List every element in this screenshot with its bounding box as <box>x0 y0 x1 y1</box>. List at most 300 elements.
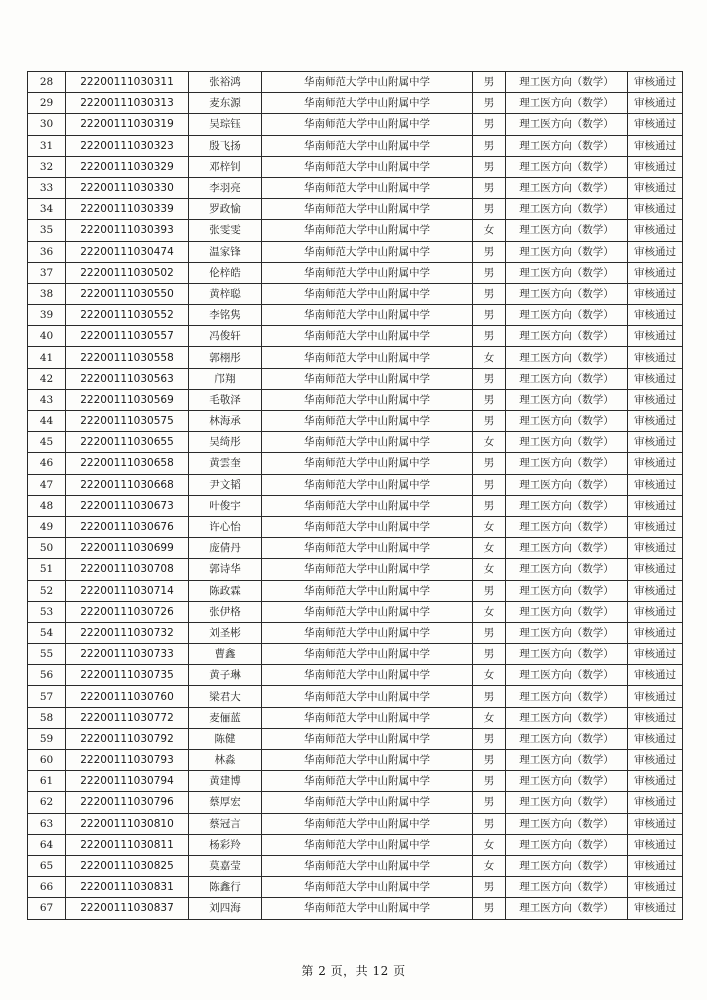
candidate-id-cell: 22200111030668 <box>66 474 189 495</box>
table-row <box>28 898 683 919</box>
row-number-cell: 66 <box>28 877 66 898</box>
table-row <box>28 728 683 749</box>
row-number-cell: 59 <box>28 728 66 749</box>
review-status-cell: 审核通过 <box>628 305 683 326</box>
school-name-cell: 华南师范大学中山附属中学 <box>262 326 473 347</box>
row-number-cell: 43 <box>28 389 66 410</box>
gender-cell: 女 <box>473 538 506 559</box>
student-name-cell: 冯俊轩 <box>189 326 262 347</box>
row-number-cell: 65 <box>28 855 66 876</box>
review-status-cell: 审核通过 <box>628 199 683 220</box>
candidate-id-cell: 22200111030676 <box>66 516 189 537</box>
candidate-id-cell: 22200111030796 <box>66 792 189 813</box>
table-row <box>28 622 683 643</box>
school-name-cell: 华南师范大学中山附属中学 <box>262 559 473 580</box>
student-name-cell: 黄梓聪 <box>189 283 262 304</box>
candidate-id-cell: 22200111030699 <box>66 538 189 559</box>
school-name-cell: 华南师范大学中山附属中学 <box>262 750 473 771</box>
gender-cell: 女 <box>473 855 506 876</box>
school-name-cell: 华南师范大学中山附属中学 <box>262 834 473 855</box>
row-number-cell: 45 <box>28 432 66 453</box>
review-status-cell: 审核通过 <box>628 283 683 304</box>
direction-cell: 理工医方向（数学） <box>506 156 628 177</box>
review-status-cell: 审核通过 <box>628 538 683 559</box>
table-row <box>28 580 683 601</box>
direction-cell: 理工医方向（数学） <box>506 898 628 919</box>
direction-cell: 理工医方向（数学） <box>506 855 628 876</box>
gender-cell: 男 <box>473 93 506 114</box>
student-name-cell: 张伊格 <box>189 601 262 622</box>
row-number-cell: 51 <box>28 559 66 580</box>
school-name-cell: 华南师范大学中山附属中学 <box>262 220 473 241</box>
review-status-cell: 审核通过 <box>628 368 683 389</box>
direction-cell: 理工医方向（数学） <box>506 474 628 495</box>
gender-cell: 男 <box>473 728 506 749</box>
row-number-cell: 41 <box>28 347 66 368</box>
table-row <box>28 834 683 855</box>
review-status-cell: 审核通过 <box>628 156 683 177</box>
school-name-cell: 华南师范大学中山附属中学 <box>262 368 473 389</box>
school-name-cell: 华南师范大学中山附属中学 <box>262 877 473 898</box>
table-row <box>28 177 683 198</box>
gender-cell: 男 <box>473 898 506 919</box>
school-name-cell: 华南师范大学中山附属中学 <box>262 644 473 665</box>
direction-cell: 理工医方向（数学） <box>506 135 628 156</box>
table-row <box>28 453 683 474</box>
candidate-id-cell: 22200111030393 <box>66 220 189 241</box>
candidate-id-cell: 22200111030658 <box>66 453 189 474</box>
student-name-cell: 刘四海 <box>189 898 262 919</box>
gender-cell: 男 <box>473 792 506 813</box>
row-number-cell: 55 <box>28 644 66 665</box>
review-status-cell: 审核通过 <box>628 622 683 643</box>
row-number-cell: 52 <box>28 580 66 601</box>
school-name-cell: 华南师范大学中山附属中学 <box>262 813 473 834</box>
school-name-cell: 华南师范大学中山附属中学 <box>262 728 473 749</box>
direction-cell: 理工医方向（数学） <box>506 538 628 559</box>
table-row <box>28 792 683 813</box>
review-status-cell: 审核通过 <box>628 72 683 93</box>
direction-cell: 理工医方向（数学） <box>506 432 628 453</box>
candidate-id-cell: 22200111030831 <box>66 877 189 898</box>
gender-cell: 女 <box>473 665 506 686</box>
row-number-cell: 64 <box>28 834 66 855</box>
direction-cell: 理工医方向（数学） <box>506 283 628 304</box>
direction-cell: 理工医方向（数学） <box>506 93 628 114</box>
review-status-cell: 审核通过 <box>628 771 683 792</box>
row-number-cell: 58 <box>28 707 66 728</box>
row-number-cell: 48 <box>28 495 66 516</box>
candidate-id-cell: 22200111030792 <box>66 728 189 749</box>
row-number-cell: 30 <box>28 114 66 135</box>
row-number-cell: 57 <box>28 686 66 707</box>
gender-cell: 男 <box>473 241 506 262</box>
gender-cell: 女 <box>473 347 506 368</box>
student-name-cell: 郭栩彤 <box>189 347 262 368</box>
gender-cell: 男 <box>473 474 506 495</box>
row-number-cell: 32 <box>28 156 66 177</box>
table-row <box>28 601 683 622</box>
student-name-cell: 林淼 <box>189 750 262 771</box>
review-status-cell: 审核通过 <box>628 474 683 495</box>
gender-cell: 男 <box>473 622 506 643</box>
review-status-cell: 审核通过 <box>628 707 683 728</box>
student-name-cell: 伦梓皓 <box>189 262 262 283</box>
candidate-id-cell: 22200111030474 <box>66 241 189 262</box>
table-row <box>28 262 683 283</box>
review-status-cell: 审核通过 <box>628 898 683 919</box>
table-row <box>28 135 683 156</box>
row-number-cell: 60 <box>28 750 66 771</box>
row-number-cell: 35 <box>28 220 66 241</box>
school-name-cell: 华南师范大学中山附属中学 <box>262 538 473 559</box>
direction-cell: 理工医方向（数学） <box>506 241 628 262</box>
student-name-cell: 庞倩丹 <box>189 538 262 559</box>
table-row <box>28 771 683 792</box>
table-row <box>28 283 683 304</box>
candidate-id-cell: 22200111030733 <box>66 644 189 665</box>
direction-cell: 理工医方向（数学） <box>506 580 628 601</box>
row-number-cell: 67 <box>28 898 66 919</box>
direction-cell: 理工医方向（数学） <box>506 877 628 898</box>
candidate-id-cell: 22200111030810 <box>66 813 189 834</box>
school-name-cell: 华南师范大学中山附属中学 <box>262 453 473 474</box>
student-name-cell: 蔡厚宏 <box>189 792 262 813</box>
school-name-cell: 华南师范大学中山附属中学 <box>262 114 473 135</box>
direction-cell: 理工医方向（数学） <box>506 834 628 855</box>
row-number-cell: 33 <box>28 177 66 198</box>
candidate-id-cell: 22200111030760 <box>66 686 189 707</box>
row-number-cell: 40 <box>28 326 66 347</box>
table-row <box>28 559 683 580</box>
review-status-cell: 审核通过 <box>628 241 683 262</box>
school-name-cell: 华南师范大学中山附属中学 <box>262 305 473 326</box>
row-number-cell: 44 <box>28 411 66 432</box>
school-name-cell: 华南师范大学中山附属中学 <box>262 241 473 262</box>
school-name-cell: 华南师范大学中山附属中学 <box>262 516 473 537</box>
candidate-id-cell: 22200111030569 <box>66 389 189 410</box>
student-name-cell: 杨彩羚 <box>189 834 262 855</box>
candidate-id-cell: 22200111030793 <box>66 750 189 771</box>
student-name-cell: 陈健 <box>189 728 262 749</box>
student-name-cell: 李羽亮 <box>189 177 262 198</box>
direction-cell: 理工医方向（数学） <box>506 220 628 241</box>
row-number-cell: 46 <box>28 453 66 474</box>
review-status-cell: 审核通过 <box>628 114 683 135</box>
student-name-cell: 邓梓钊 <box>189 156 262 177</box>
school-name-cell: 华南师范大学中山附属中学 <box>262 622 473 643</box>
candidate-id-cell: 22200111030339 <box>66 199 189 220</box>
direction-cell: 理工医方向（数学） <box>506 262 628 283</box>
gender-cell: 女 <box>473 707 506 728</box>
review-status-cell: 审核通过 <box>628 686 683 707</box>
school-name-cell: 华南师范大学中山附属中学 <box>262 262 473 283</box>
table-row <box>28 877 683 898</box>
row-number-cell: 53 <box>28 601 66 622</box>
student-name-cell: 麦俪蓝 <box>189 707 262 728</box>
student-name-cell: 陈鑫行 <box>189 877 262 898</box>
direction-cell: 理工医方向（数学） <box>506 707 628 728</box>
review-status-cell: 审核通过 <box>628 262 683 283</box>
candidate-id-cell: 22200111030313 <box>66 93 189 114</box>
review-status-cell: 审核通过 <box>628 559 683 580</box>
student-roster-table <box>27 71 683 920</box>
row-number-cell: 31 <box>28 135 66 156</box>
row-number-cell: 61 <box>28 771 66 792</box>
school-name-cell: 华南师范大学中山附属中学 <box>262 665 473 686</box>
table-row <box>28 855 683 876</box>
student-name-cell: 李铭隽 <box>189 305 262 326</box>
review-status-cell: 审核通过 <box>628 135 683 156</box>
student-name-cell: 梁君大 <box>189 686 262 707</box>
student-name-cell: 蔡冠言 <box>189 813 262 834</box>
gender-cell: 男 <box>473 771 506 792</box>
candidate-id-cell: 22200111030655 <box>66 432 189 453</box>
gender-cell: 男 <box>473 686 506 707</box>
table-row <box>28 347 683 368</box>
candidate-id-cell: 22200111030673 <box>66 495 189 516</box>
table-row <box>28 220 683 241</box>
table-row <box>28 241 683 262</box>
row-number-cell: 36 <box>28 241 66 262</box>
page-footer: 第 2 页，共 12 页 <box>301 964 406 978</box>
direction-cell: 理工医方向（数学） <box>506 347 628 368</box>
direction-cell: 理工医方向（数学） <box>506 411 628 432</box>
table-row <box>28 686 683 707</box>
table-row <box>28 93 683 114</box>
table-row <box>28 644 683 665</box>
direction-cell: 理工医方向（数学） <box>506 792 628 813</box>
direction-cell: 理工医方向（数学） <box>506 177 628 198</box>
candidate-id-cell: 22200111030311 <box>66 72 189 93</box>
table-row <box>28 516 683 537</box>
row-number-cell: 37 <box>28 262 66 283</box>
candidate-id-cell: 22200111030557 <box>66 326 189 347</box>
table-row <box>28 199 683 220</box>
student-name-cell: 黄雲奎 <box>189 453 262 474</box>
review-status-cell: 审核通过 <box>628 792 683 813</box>
gender-cell: 男 <box>473 326 506 347</box>
review-status-cell: 审核通过 <box>628 347 683 368</box>
gender-cell: 男 <box>473 177 506 198</box>
candidate-id-cell: 22200111030726 <box>66 601 189 622</box>
candidate-id-cell: 22200111030825 <box>66 855 189 876</box>
candidate-id-cell: 22200111030837 <box>66 898 189 919</box>
row-number-cell: 49 <box>28 516 66 537</box>
row-number-cell: 54 <box>28 622 66 643</box>
candidate-id-cell: 22200111030558 <box>66 347 189 368</box>
student-name-cell: 罗政愉 <box>189 199 262 220</box>
gender-cell: 男 <box>473 368 506 389</box>
candidate-id-cell: 22200111030563 <box>66 368 189 389</box>
direction-cell: 理工医方向（数学） <box>506 644 628 665</box>
school-name-cell: 华南师范大学中山附属中学 <box>262 199 473 220</box>
school-name-cell: 华南师范大学中山附属中学 <box>262 283 473 304</box>
candidate-id-cell: 22200111030552 <box>66 305 189 326</box>
direction-cell: 理工医方向（数学） <box>506 686 628 707</box>
student-name-cell: 叶俊宇 <box>189 495 262 516</box>
table-row <box>28 389 683 410</box>
table-row <box>28 707 683 728</box>
school-name-cell: 华南师范大学中山附属中学 <box>262 855 473 876</box>
direction-cell: 理工医方向（数学） <box>506 495 628 516</box>
student-name-cell: 郭诗华 <box>189 559 262 580</box>
gender-cell: 男 <box>473 72 506 93</box>
table-row <box>28 326 683 347</box>
direction-cell: 理工医方向（数学） <box>506 199 628 220</box>
gender-cell: 男 <box>473 305 506 326</box>
table-row <box>28 665 683 686</box>
review-status-cell: 审核通过 <box>628 750 683 771</box>
row-number-cell: 29 <box>28 93 66 114</box>
school-name-cell: 华南师范大学中山附属中学 <box>262 177 473 198</box>
student-name-cell: 莫嘉莹 <box>189 855 262 876</box>
row-number-cell: 39 <box>28 305 66 326</box>
direction-cell: 理工医方向（数学） <box>506 453 628 474</box>
review-status-cell: 审核通过 <box>628 580 683 601</box>
school-name-cell: 华南师范大学中山附属中学 <box>262 474 473 495</box>
school-name-cell: 华南师范大学中山附属中学 <box>262 135 473 156</box>
school-name-cell: 华南师范大学中山附属中学 <box>262 898 473 919</box>
review-status-cell: 审核通过 <box>628 834 683 855</box>
student-name-cell: 邝翔 <box>189 368 262 389</box>
school-name-cell: 华南师范大学中山附属中学 <box>262 347 473 368</box>
school-name-cell: 华南师范大学中山附属中学 <box>262 686 473 707</box>
row-number-cell: 47 <box>28 474 66 495</box>
candidate-id-cell: 22200111030329 <box>66 156 189 177</box>
school-name-cell: 华南师范大学中山附属中学 <box>262 93 473 114</box>
table-row <box>28 411 683 432</box>
direction-cell: 理工医方向（数学） <box>506 516 628 537</box>
row-number-cell: 62 <box>28 792 66 813</box>
table-row <box>28 114 683 135</box>
table-row <box>28 474 683 495</box>
table-row <box>28 495 683 516</box>
review-status-cell: 审核通过 <box>628 93 683 114</box>
student-name-cell: 毛敬泽 <box>189 389 262 410</box>
gender-cell: 男 <box>473 135 506 156</box>
row-number-cell: 28 <box>28 72 66 93</box>
school-name-cell: 华南师范大学中山附属中学 <box>262 707 473 728</box>
review-status-cell: 审核通过 <box>628 495 683 516</box>
review-status-cell: 审核通过 <box>628 877 683 898</box>
row-number-cell: 63 <box>28 813 66 834</box>
direction-cell: 理工医方向（数学） <box>506 622 628 643</box>
direction-cell: 理工医方向（数学） <box>506 326 628 347</box>
gender-cell: 男 <box>473 877 506 898</box>
review-status-cell: 审核通过 <box>628 411 683 432</box>
table-row <box>28 538 683 559</box>
direction-cell: 理工医方向（数学） <box>506 368 628 389</box>
candidate-id-cell: 22200111030550 <box>66 283 189 304</box>
gender-cell: 女 <box>473 432 506 453</box>
gender-cell: 男 <box>473 389 506 410</box>
review-status-cell: 审核通过 <box>628 177 683 198</box>
school-name-cell: 华南师范大学中山附属中学 <box>262 495 473 516</box>
gender-cell: 女 <box>473 601 506 622</box>
direction-cell: 理工医方向（数学） <box>506 771 628 792</box>
review-status-cell: 审核通过 <box>628 389 683 410</box>
student-name-cell: 尹文韬 <box>189 474 262 495</box>
candidate-id-cell: 22200111030772 <box>66 707 189 728</box>
candidate-id-cell: 22200111030811 <box>66 834 189 855</box>
row-number-cell: 56 <box>28 665 66 686</box>
roster-body <box>28 72 683 920</box>
gender-cell: 男 <box>473 495 506 516</box>
student-name-cell: 温家锋 <box>189 241 262 262</box>
school-name-cell: 华南师范大学中山附属中学 <box>262 72 473 93</box>
candidate-id-cell: 22200111030708 <box>66 559 189 580</box>
student-name-cell: 张裕鸿 <box>189 72 262 93</box>
gender-cell: 男 <box>473 262 506 283</box>
school-name-cell: 华南师范大学中山附属中学 <box>262 156 473 177</box>
review-status-cell: 审核通过 <box>628 516 683 537</box>
student-name-cell: 张雯雯 <box>189 220 262 241</box>
student-name-cell: 陈政霖 <box>189 580 262 601</box>
review-status-cell: 审核通过 <box>628 432 683 453</box>
gender-cell: 女 <box>473 220 506 241</box>
school-name-cell: 华南师范大学中山附属中学 <box>262 580 473 601</box>
direction-cell: 理工医方向（数学） <box>506 813 628 834</box>
student-name-cell: 吴琮钰 <box>189 114 262 135</box>
student-name-cell: 曹鑫 <box>189 644 262 665</box>
review-status-cell: 审核通过 <box>628 220 683 241</box>
candidate-id-cell: 22200111030735 <box>66 665 189 686</box>
school-name-cell: 华南师范大学中山附属中学 <box>262 411 473 432</box>
review-status-cell: 审核通过 <box>628 665 683 686</box>
direction-cell: 理工医方向（数学） <box>506 665 628 686</box>
school-name-cell: 华南师范大学中山附属中学 <box>262 432 473 453</box>
candidate-id-cell: 22200111030575 <box>66 411 189 432</box>
candidate-id-cell: 22200111030502 <box>66 262 189 283</box>
review-status-cell: 审核通过 <box>628 855 683 876</box>
student-name-cell: 黄子琳 <box>189 665 262 686</box>
gender-cell: 男 <box>473 813 506 834</box>
table-row <box>28 368 683 389</box>
student-name-cell: 吴绮彤 <box>189 432 262 453</box>
direction-cell: 理工医方向（数学） <box>506 601 628 622</box>
student-name-cell: 林海承 <box>189 411 262 432</box>
gender-cell: 男 <box>473 114 506 135</box>
direction-cell: 理工医方向（数学） <box>506 72 628 93</box>
gender-cell: 男 <box>473 750 506 771</box>
direction-cell: 理工医方向（数学） <box>506 728 628 749</box>
school-name-cell: 华南师范大学中山附属中学 <box>262 389 473 410</box>
gender-cell: 男 <box>473 644 506 665</box>
review-status-cell: 审核通过 <box>628 601 683 622</box>
gender-cell: 男 <box>473 156 506 177</box>
table-row <box>28 813 683 834</box>
row-number-cell: 42 <box>28 368 66 389</box>
student-name-cell: 麦东源 <box>189 93 262 114</box>
table-row <box>28 156 683 177</box>
table-row <box>28 305 683 326</box>
review-status-cell: 审核通过 <box>628 728 683 749</box>
review-status-cell: 审核通过 <box>628 326 683 347</box>
review-status-cell: 审核通过 <box>628 644 683 665</box>
gender-cell: 男 <box>473 580 506 601</box>
row-number-cell: 50 <box>28 538 66 559</box>
candidate-id-cell: 22200111030323 <box>66 135 189 156</box>
student-name-cell: 殷飞扬 <box>189 135 262 156</box>
candidate-id-cell: 22200111030732 <box>66 622 189 643</box>
candidate-id-cell: 22200111030330 <box>66 177 189 198</box>
gender-cell: 男 <box>473 199 506 220</box>
gender-cell: 女 <box>473 516 506 537</box>
row-number-cell: 38 <box>28 283 66 304</box>
table-row <box>28 432 683 453</box>
gender-cell: 男 <box>473 453 506 474</box>
